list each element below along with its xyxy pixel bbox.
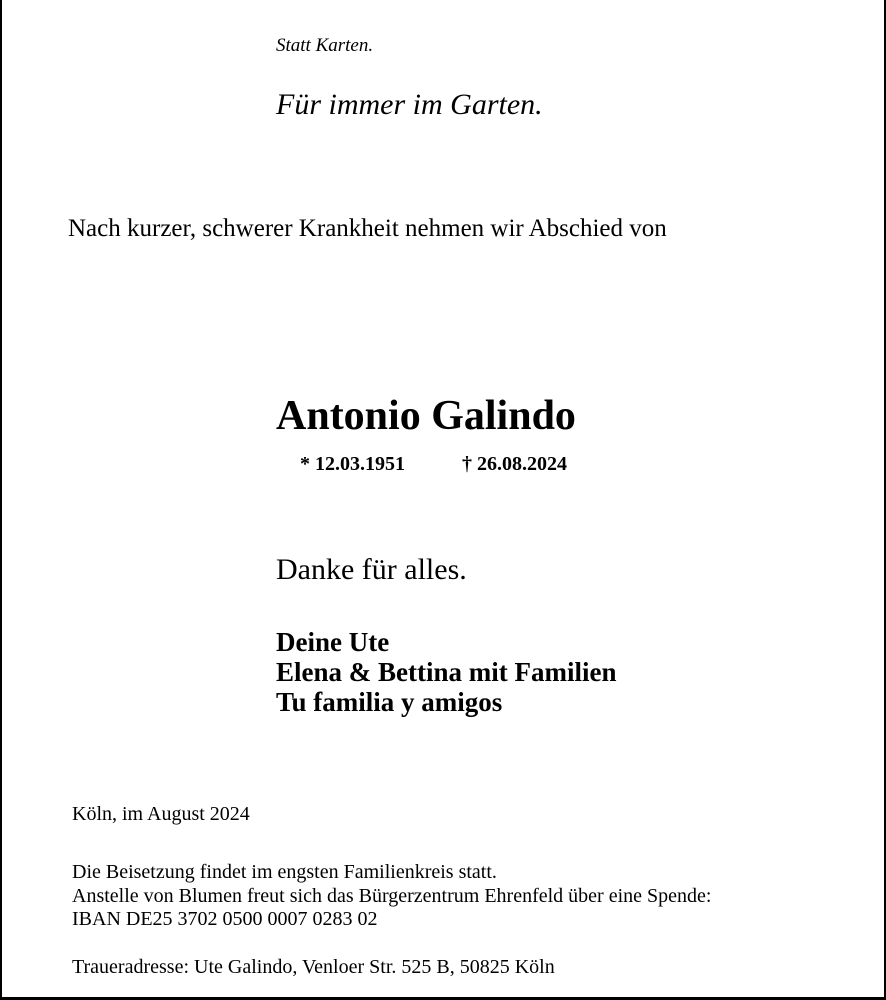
notice-line: Die Beisetzung findet im engsten Familienkreis statt. (72, 861, 497, 883)
motto-text: Für immer im Garten. (276, 88, 543, 121)
notice-line: Anstelle von Blumen freut sich das Bürgerzentrum Ehrenfeld über eine Spende: (72, 884, 712, 907)
notice-line: IBAN DE25 3702 0500 0007 0283 02 (72, 908, 378, 930)
deceased-name: Antonio Galindo (276, 393, 576, 439)
family-member: Deine Ute (276, 627, 390, 657)
birth-date: * 12.03.1951 (300, 453, 405, 475)
funeral-notice (72, 861, 711, 932)
family-signatures (276, 627, 616, 717)
thanks-text: Danke für alles. (276, 553, 467, 586)
family-member: Elena & Bettina mit Familien (276, 657, 617, 687)
mourning-address: Traueradresse: Ute Galindo, Venloer Str. 525 B, 50825 Köln (72, 956, 555, 978)
place-date: Köln, im August 2024 (72, 803, 250, 825)
family-member: Tu familia y amigos (276, 687, 503, 717)
intro-text: Statt Karten. (276, 35, 374, 56)
farewell-text: Nach kurzer, schwerer Krankheit nehmen wir Abschied von (68, 215, 667, 242)
death-date: † 26.08.2024 (462, 453, 567, 475)
